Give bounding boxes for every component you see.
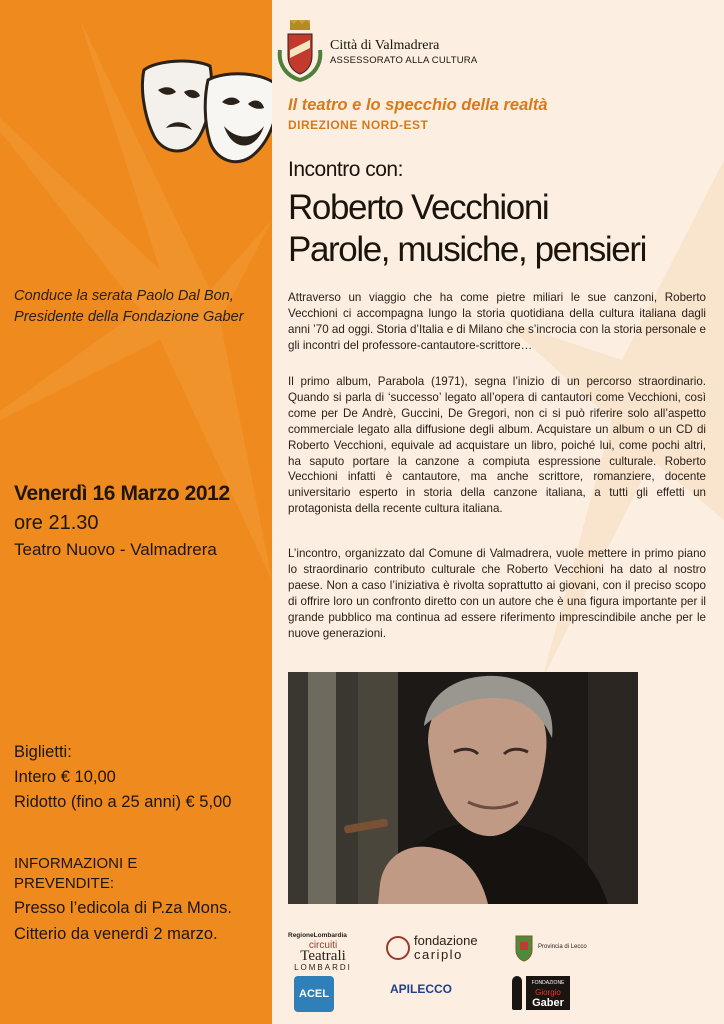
circuiti-line-1: circuiti	[308, 940, 338, 951]
conductor-line-1: Conduce la serata Paolo Dal Bon,	[14, 288, 234, 304]
city-name: Città di Valmadrera	[330, 38, 440, 53]
circuiti-line-2: Teatrali	[300, 948, 346, 964]
office-name: ASSESSORATO ALLA CULTURA	[330, 55, 478, 66]
info-where-2: Citterio da venerdì 2 marzo.	[14, 925, 218, 943]
series-region: DIREZIONE NORD-EST	[288, 118, 429, 132]
tickets-heading: Biglietti:	[14, 743, 72, 761]
left-panel	[0, 0, 272, 1024]
cariplo-icon	[386, 936, 410, 960]
ticket-full-price: Intero € 10,00	[14, 768, 116, 786]
body-paragraph-3: L’incontro, organizzato dal Comune di Valmadrera, vuole mettere in primo piano lo straordinario contributo culturale che Roberto Vecchioni ha dato al nostro paese. Non a caso l’iniziativa è rivolta soprattutto ai giovani, con il preciso scopo di offrire loro un confronto diretto con un autore che è una figura importante per il grande pubblico ma continua ad essere riferimento imprescindibile anche per le nuove generazioni.	[288, 547, 706, 640]
info-heading-2: PREVENDITE:	[14, 875, 115, 892]
tickets-block	[14, 740, 231, 815]
theatre-masks-icon	[136, 56, 286, 174]
fondazione-cariplo-logo	[414, 934, 478, 962]
sponsor-logos	[286, 924, 720, 1022]
event-intro: Incontro con:	[288, 158, 403, 181]
gaber-line-3: Gaber	[532, 997, 564, 1009]
info-block	[14, 854, 232, 946]
gaber-line-1: FONDAZIONE	[531, 980, 565, 986]
series-title: Il teatro e lo specchio della realtà	[288, 96, 548, 114]
gaber-silhouette-icon	[512, 976, 522, 1010]
regione-lombardia-logo: RegioneLombardia	[288, 932, 347, 939]
circuiti-line-3: LOMBARDI	[294, 963, 352, 972]
body-paragraph-1: Attraverso un viaggio che ha come pietre miliari le sue canzoni, Roberto Vecchioni ci accompagna lungo la storia quotidiana della cultura italiana dagli anni ’70 ad oggi. Storia d’Italia e di Milano che s’incrocia con la storia personale e gli incontri del professore-cantautore-scrittore…	[288, 291, 706, 352]
conductor-note	[14, 286, 268, 328]
city-crest-icon	[276, 20, 324, 82]
event-date: Venerdì 16 Marzo 2012	[14, 482, 230, 505]
event-time: ore 21.30	[14, 512, 99, 534]
info-where-1: Presso l’edicola di P.za Mons.	[14, 899, 232, 917]
provincia-lecco-crest-icon	[514, 934, 534, 962]
event-subtitle: Parole, musiche, pensieri	[288, 230, 646, 269]
body-paragraph-2: Il primo album, Parabola (1971), segna l’inizio di un percorso straordinario. Quando si parla di ‘successo’ legato all’opera di cantautori come Vecchioni, così come per De Andrè, Guccini, De Gregori, non ci si può riferire solo all’aspetto commerciale legato alla diffusione degli album. Acquistare un album o un CD di Roberto Vecchioni, equivale ad acquistare un libro, poiché lui, come pochi altri, ha saputo portare la canzone a compiuta espressione culturale. Roberto Vecchioni infatti è cantautore, ma anche scrittore, romanziere, docente universitario esperto in storia della canzone italiana, a tutti gli effetti un protagonista della recente cultura italiana.	[288, 375, 706, 516]
fondazione-gaber-logo	[526, 976, 570, 1010]
circuiti-teatrali-logo	[288, 940, 358, 973]
conductor-line-2: Presidente della Fondazione Gaber	[14, 309, 244, 325]
provincia-lecco-label: Provincia di Lecco	[538, 944, 587, 950]
cariplo-line-1: fondazione	[414, 933, 478, 948]
event-guest-name: Roberto Vecchioni	[288, 188, 549, 227]
guest-portrait-photo	[288, 672, 638, 904]
ticket-reduced-price: Ridotto (fino a 25 anni) € 5,00	[14, 793, 232, 811]
acel-logo: ACEL	[294, 976, 334, 1012]
cariplo-line-2: cariplo	[414, 947, 463, 962]
api-lecco-logo: APILECCO	[390, 982, 453, 996]
gaber-line-2: Giorgio	[535, 988, 561, 997]
event-venue: Teatro Nuovo - Valmadrera	[14, 540, 217, 559]
info-heading-1: INFORMAZIONI E	[14, 855, 138, 872]
